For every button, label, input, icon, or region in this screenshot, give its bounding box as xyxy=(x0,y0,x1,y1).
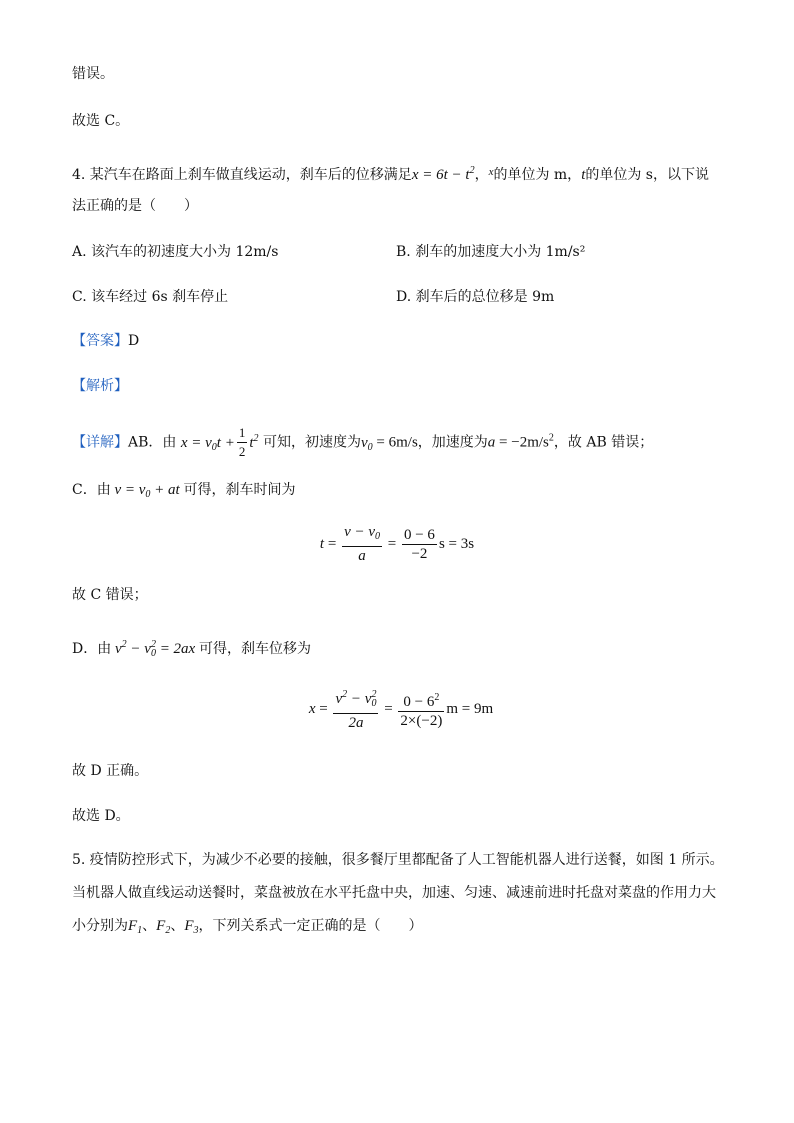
text-line: 故选 C。 xyxy=(72,113,130,129)
answer-tag: 【答案】 xyxy=(72,333,128,349)
option-c[interactable]: C. 该车经过 6s 刹车停止 xyxy=(72,289,229,305)
detail-ab: 【详解】AB．由 $x = v_0t$ + $\frac{1}{2}$ $t^2$ 可知，初速度为$v_0 = 6m/s$，加速度为$a = -2m/s^2$，故 AB 错误； xyxy=(72,425,654,459)
question-5-line1: 5. 疫情防控形式下，为减少不必要的接触，很多餐厅里都配备了人工智能机器人进行送餐，如图 1 所示。 xyxy=(72,852,724,868)
option-d[interactable]: D. 刹车后的总位移是 9m xyxy=(396,289,555,305)
answer-line xyxy=(72,331,139,351)
question-4-stem: 4. 某汽车在路面上刹车做直线运动，刹车后的位移满足$x = 6t - t^2$，$^x$的单位为 m，t的单位为 s，以下说 xyxy=(72,165,709,183)
question-4-stem-cont: 法正确的是（ ） xyxy=(72,198,198,214)
analysis-tag: 【解析】 xyxy=(72,378,128,394)
text-line: 故 D 正确。 xyxy=(72,763,149,779)
option-b[interactable]: B. 刹车的加速度大小为 1m/s² xyxy=(396,244,586,260)
answer-value: D xyxy=(128,333,140,349)
question-5-line3: 小分别为$F_1$、$F_2$、$F_3$，下列关系式一定正确的是（ ） xyxy=(72,918,423,936)
text-line: 错误。 xyxy=(72,66,114,82)
detail-c: C．由 $v = v_0$ + at 可得，刹车时间为 xyxy=(72,482,296,500)
text-line: 故选 D。 xyxy=(72,808,130,824)
equation: $x = 6t - t^2$ xyxy=(411,165,475,183)
detail-d: D．由 $v^2 - v_0^2 = 2ax$ 可得，刹车位移为 xyxy=(72,639,311,659)
question-5-line2: 当机器人做直线运动送餐时，菜盘被放在水平托盘中央，加速、匀速、减速前进时托盘对菜盘的作用力大 xyxy=(72,885,716,901)
option-a[interactable]: A. 该汽车的初速度大小为 12m/s xyxy=(72,244,279,260)
text-line: 故 C 错误； xyxy=(72,587,148,603)
equation-displacement: x = $\frac{v^2 - v_0^2}{2a}$ = $\frac{0 - 6^2}{2\times(-2)}$ m = 9m xyxy=(4,686,794,732)
equation-time: t = $\frac{v - v_0}{a}$ = $\frac{0 - 6}{-2}$ s = 3s xyxy=(319,524,475,564)
